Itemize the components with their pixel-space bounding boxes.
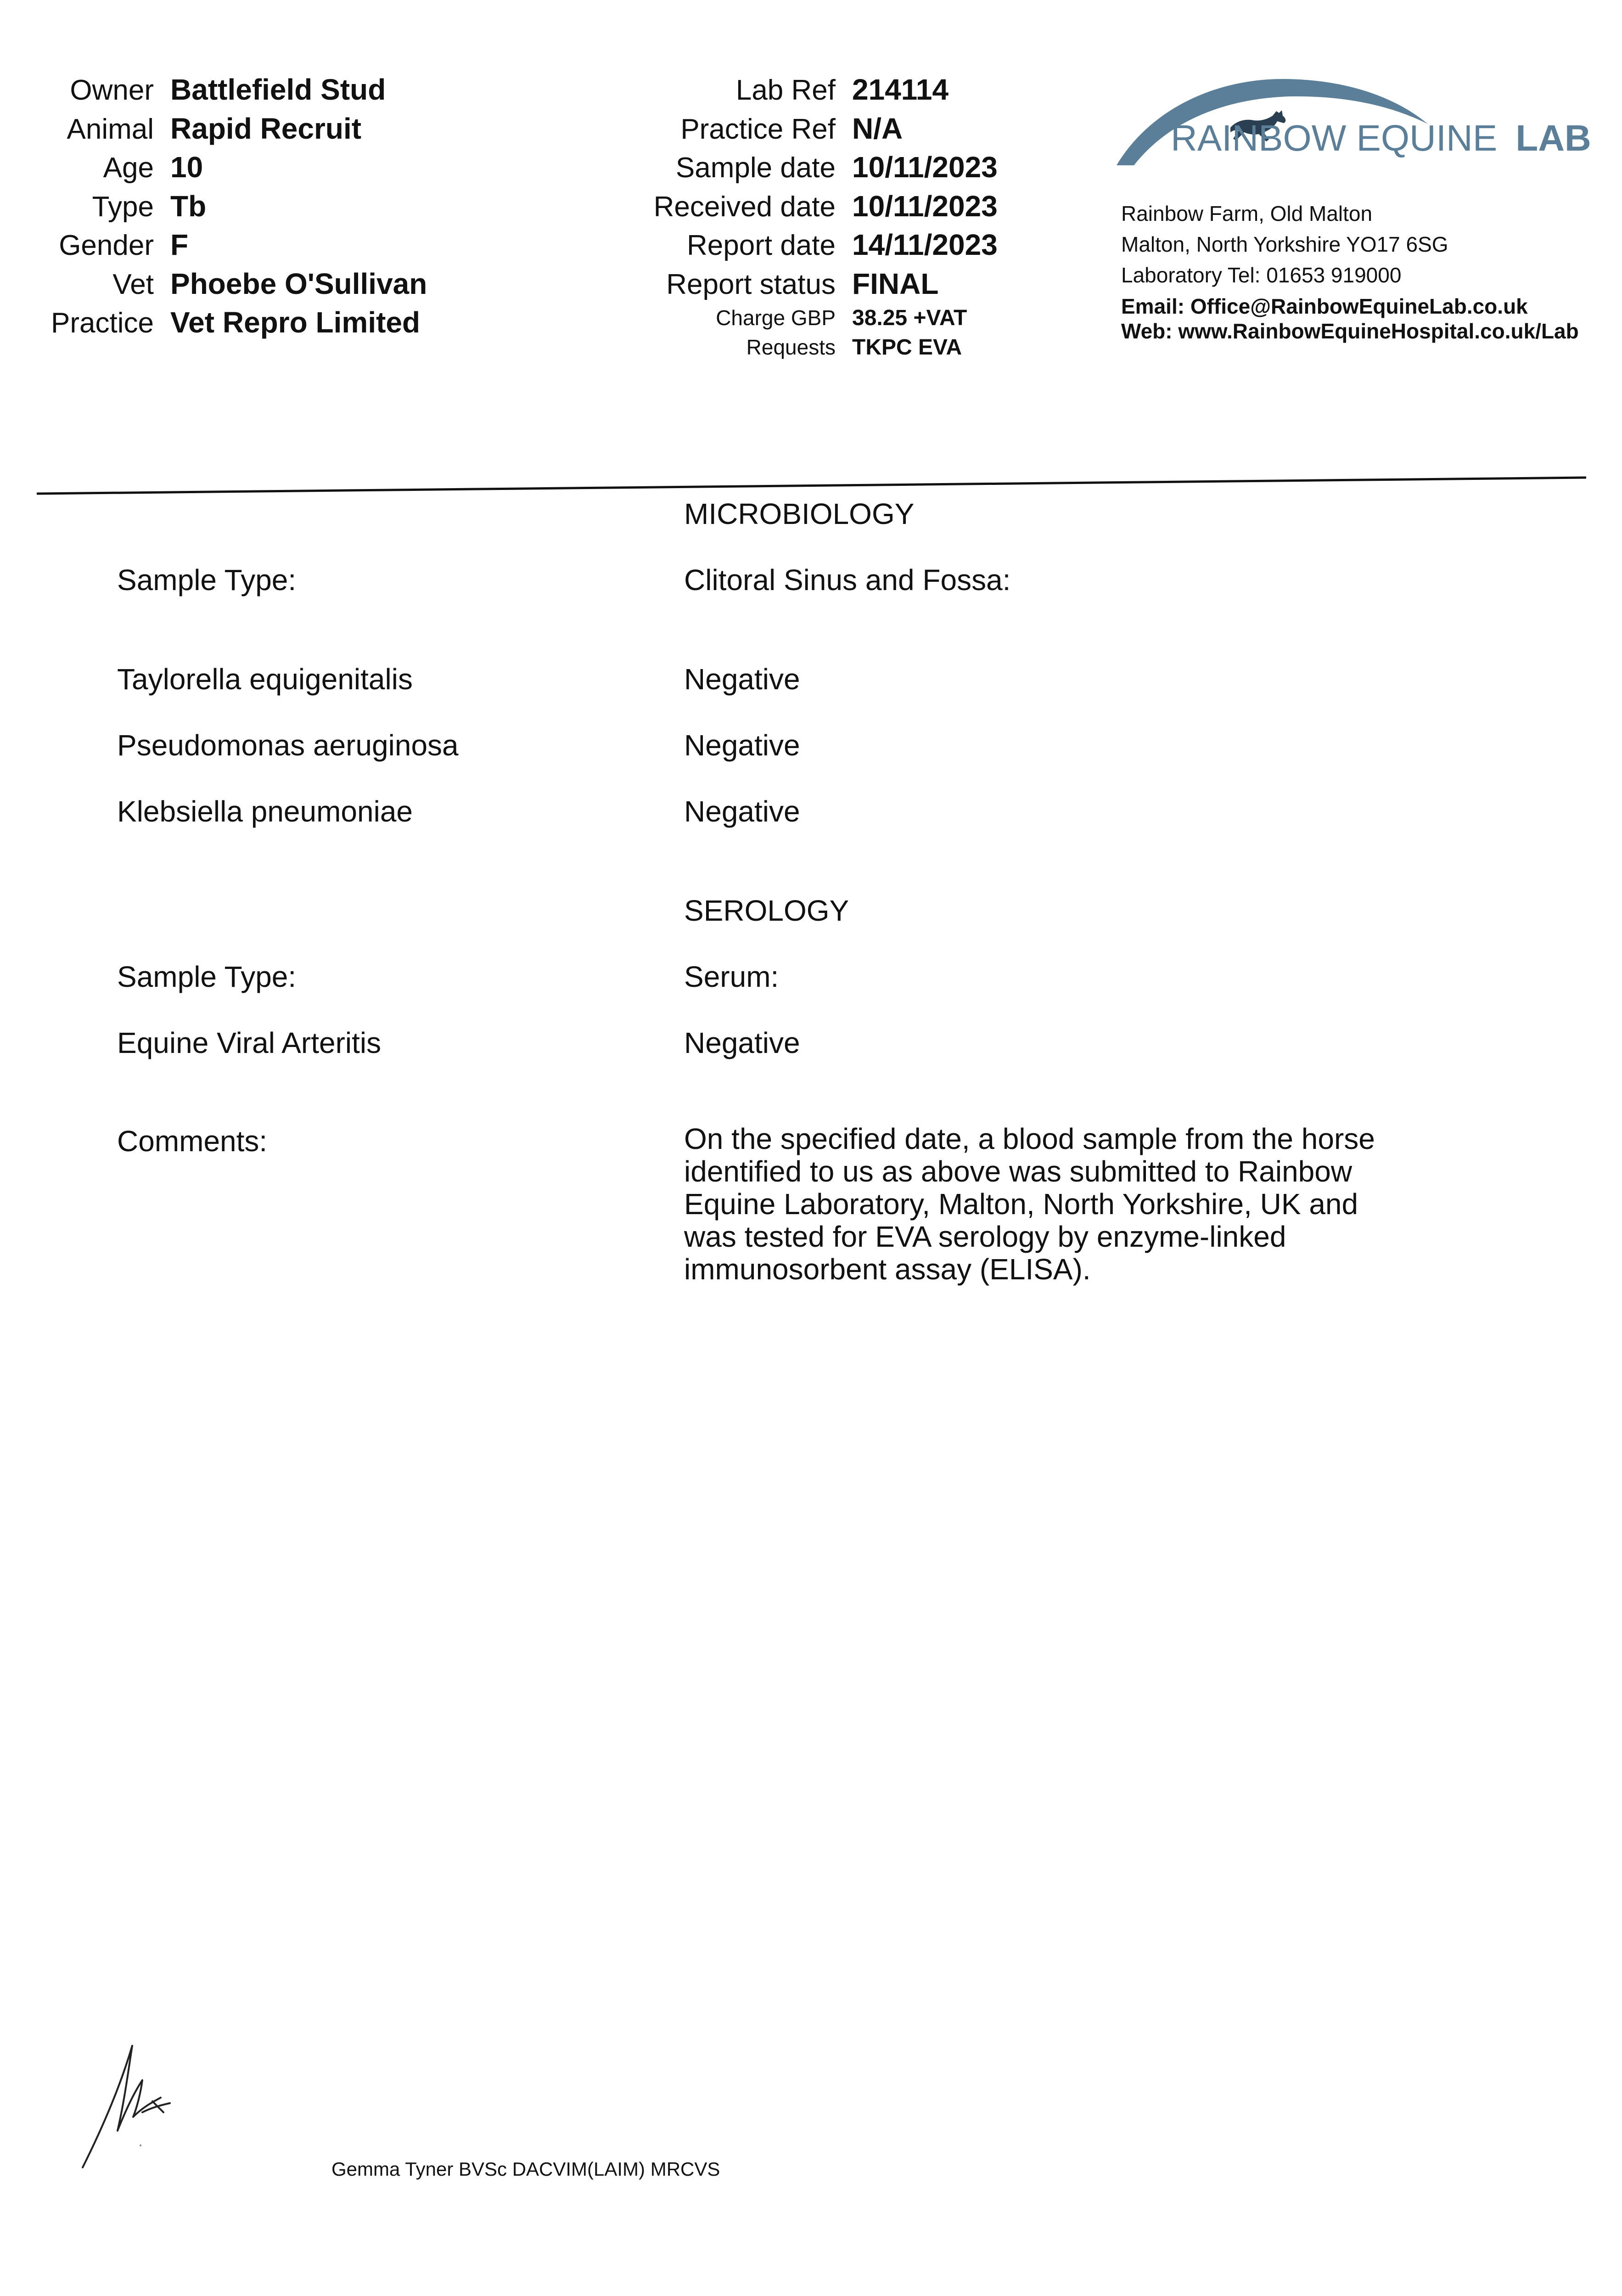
- requests-label: Requests: [746, 335, 836, 359]
- charge-label: Charge GBP: [716, 306, 836, 330]
- type-value: Tb: [170, 189, 207, 223]
- practice-ref-label: Practice Ref: [680, 113, 836, 145]
- comment-line: identified to us as above was submitted to Rainbow: [684, 1155, 1353, 1188]
- test-name: Pseudomonas aeruginosa: [117, 729, 459, 762]
- received-date-value: 10/11/2023: [852, 189, 998, 223]
- vet-value: Phoebe O'Sullivan: [170, 267, 427, 300]
- sero-sample-type-label: Sample Type:: [117, 960, 297, 993]
- signatory-name: Gemma Tyner BVSc DACVIM(LAIM) MRCVS: [331, 2158, 720, 2180]
- gender-value: F: [170, 228, 189, 261]
- test-name: Klebsiella pneumoniae: [117, 795, 413, 828]
- age-label: Age: [103, 152, 154, 184]
- address-line: Malton, North Yorkshire YO17 6SG: [1121, 232, 1448, 256]
- logo-text-light: RAINBOW EQUINE: [1171, 118, 1498, 158]
- practice-label: Practice: [51, 307, 154, 339]
- test-result: Negative: [684, 795, 800, 828]
- practice-ref-value: N/A: [852, 112, 903, 145]
- comment-line: was tested for EVA serology by enzyme-linked: [684, 1220, 1286, 1253]
- micro-sample-type-value: Clitoral Sinus and Fossa:: [684, 563, 1011, 597]
- lab-website[interactable]: Web: www.RainbowEquineHospital.co.uk/Lab: [1121, 319, 1579, 343]
- test-result: Negative: [684, 663, 800, 696]
- report-status-label: Report status: [666, 268, 836, 300]
- type-label: Type: [92, 191, 154, 223]
- sero-sample-type-value: Serum:: [684, 960, 779, 993]
- serology-heading: SEROLOGY: [684, 894, 849, 927]
- header-divider: [0, 0, 1622, 551]
- test-name: Equine Viral Arteritis: [117, 1026, 382, 1059]
- comment-line: Equine Laboratory, Malton, North Yorkshire, UK and: [684, 1187, 1358, 1221]
- report-status-value: FINAL: [852, 267, 939, 300]
- received-date-label: Received date: [653, 191, 836, 223]
- comments-text: [684, 1123, 1419, 1286]
- report-date-value: 14/11/2023: [852, 228, 998, 261]
- gender-label: Gender: [59, 230, 154, 261]
- sample-date-value: 10/11/2023: [852, 151, 998, 184]
- address-line: Rainbow Farm, Old Malton: [1121, 202, 1373, 225]
- owner-label: Owner: [70, 74, 154, 106]
- micro-sample-type-label: Sample Type:: [117, 563, 297, 597]
- practice-value: Vet Repro Limited: [170, 306, 421, 339]
- lab-email[interactable]: Email: Office@RainbowEquineLab.co.uk: [1121, 294, 1528, 318]
- comments-label: Comments:: [117, 1125, 268, 1158]
- lab-ref-value: 214114: [852, 73, 949, 106]
- microbiology-heading: MICROBIOLOGY: [684, 497, 915, 530]
- handwritten-signature: [73, 2039, 179, 2172]
- logo-text-bold: LAB: [1515, 118, 1591, 158]
- animal-value: Rapid Recruit: [170, 112, 362, 145]
- report-date-label: Report date: [687, 230, 836, 261]
- sample-date-label: Sample date: [675, 152, 836, 184]
- vet-label: Vet: [112, 268, 154, 300]
- lab-ref-label: Lab Ref: [735, 74, 836, 106]
- comment-line: immunosorbent assay (ELISA).: [684, 1253, 1091, 1286]
- test-name: Taylorella equigenitalis: [117, 663, 413, 696]
- lab-phone: Laboratory Tel: 01653 919000: [1121, 263, 1402, 287]
- owner-value: Battlefield Stud: [170, 73, 386, 106]
- animal-label: Animal: [67, 113, 154, 145]
- test-result: Negative: [684, 729, 800, 762]
- age-value: 10: [170, 151, 203, 184]
- test-result: Negative: [684, 1026, 800, 1059]
- charge-value: 38.25 +VAT: [852, 306, 967, 330]
- comment-line: On the specified date, a blood sample from the horse: [684, 1122, 1375, 1155]
- requests-value: TKPC EVA: [852, 335, 962, 360]
